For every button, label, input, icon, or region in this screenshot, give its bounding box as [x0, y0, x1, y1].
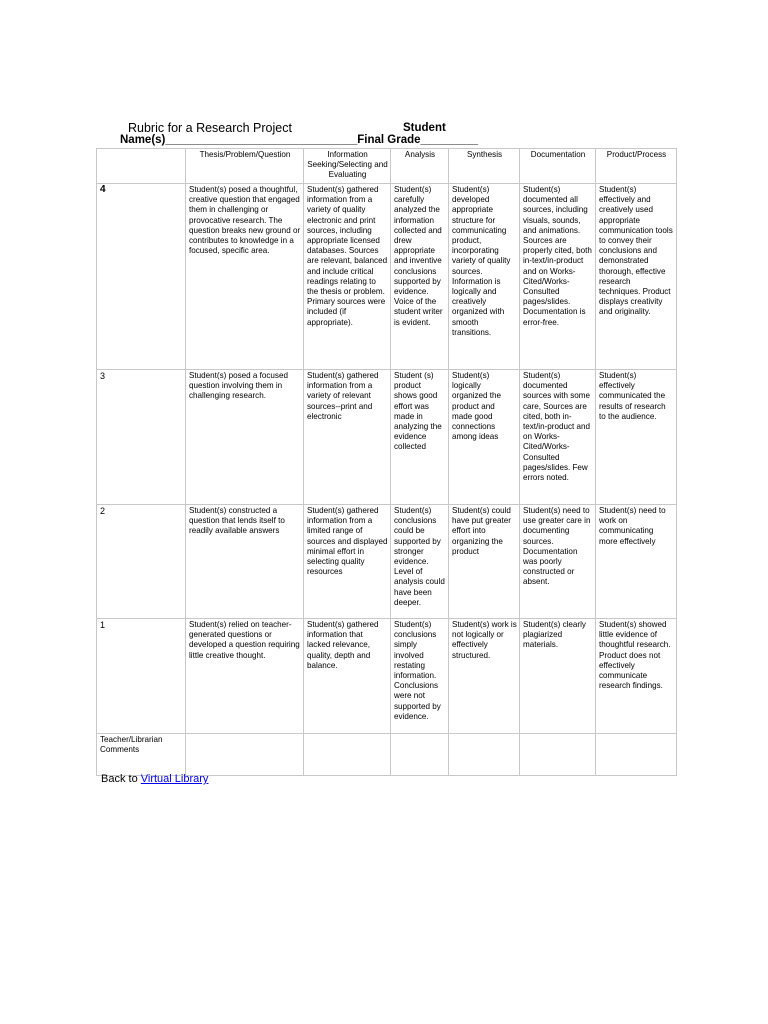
table-cell: Student(s) gathered information that lacked relevance, quality, depth and balance.: [304, 619, 391, 734]
comments-label: Teacher/Librarian Comments: [97, 734, 186, 776]
rubric-table: [96, 148, 677, 776]
table-cell: Student(s) constructed a question that lends itself to readily available answers: [186, 505, 304, 619]
table-row: [97, 505, 677, 619]
comment-cell[interactable]: [186, 734, 304, 776]
comment-cell[interactable]: [391, 734, 449, 776]
table-cell: Student(s) gathered information from a limited range of sources and displayed minimal effort in selecting quality resources: [304, 505, 391, 619]
table-cell: Student(s) gathered information from a variety of quality electronic and print sources, including appropriate licensed databases. Sources are relevant, balanced and include critical readings relating to the thesis or problem. Primary sources were included (if appropriate).: [304, 184, 391, 370]
header-cell-information: Information Seeking/Selecting and Evaluating: [304, 149, 391, 184]
header-cell-analysis: Analysis: [391, 149, 449, 184]
table-cell: Student(s) need to use greater care in documenting sources. Documentation was poorly constructed or absent.: [520, 505, 596, 619]
back-prefix: Back to: [101, 773, 141, 785]
table-row: [97, 184, 677, 370]
header-cell-score: [97, 149, 186, 184]
table-cell: Student(s) could have put greater effort into organizing the product: [449, 505, 520, 619]
score-cell: 4: [97, 184, 186, 370]
table-cell: Student(s) effectively communicated the results of research to the audience.: [596, 370, 677, 505]
table-cell: Student(s) posed a thoughtful, creative question that engaged them in challenging or provocative research. The question breaks new ground or contributes to knowledge in a focused, specific area.: [186, 184, 304, 370]
table-cell: Student(s) developed appropriate structure for communicating product, incorporating variety of quality sources. Information is logically and creatively organized with smooth transitions.: [449, 184, 520, 370]
back-navigation: [101, 773, 208, 785]
comment-cell[interactable]: [304, 734, 391, 776]
table-cell: Student(s) need to work on communicating more effectively: [596, 505, 677, 619]
virtual-library-link[interactable]: Virtual Library: [140, 773, 209, 785]
table-cell: Student(s) logically organized the product and made good connections among ideas: [449, 370, 520, 505]
score-cell: 3: [97, 370, 186, 505]
header-cell-thesis: Thesis/Problem/Question: [186, 149, 304, 184]
comment-cell[interactable]: [596, 734, 677, 776]
table-cell: Student(s) documented all sources, including visuals, sounds, and animations. Sources are properly cited, both in-text/in-product and on Works-Cited/Works-Consulted pages/slides. Documentation is error-free.: [520, 184, 596, 370]
score-cell: 2: [97, 505, 186, 619]
comment-cell[interactable]: [520, 734, 596, 776]
table-cell: Student(s) clearly plagiarized materials.: [520, 619, 596, 734]
name-grade-line: Name(s)______________________________Final Grade_________: [120, 134, 479, 146]
header-row: [97, 149, 677, 184]
table-cell: Student(s) documented sources with some care, Sources are cited, both in-text/in-product and on Works-Cited/Works-Consulted pages/slides. Few errors noted.: [520, 370, 596, 505]
header-cell-documentation: Documentation: [520, 149, 596, 184]
student-label: Student: [403, 122, 446, 134]
page-title: Rubric for a Research Project: [128, 121, 292, 135]
table-cell: Student(s) posed a focused question involving them in challenging research.: [186, 370, 304, 505]
header-cell-product: Product/Process: [596, 149, 677, 184]
table-row: [97, 370, 677, 505]
table-cell: Student(s) work is not logically or effectively structured.: [449, 619, 520, 734]
table-cell: Student(s) showed little evidence of thoughtful research. Product does not effectively communicate research findings.: [596, 619, 677, 734]
table-row: [97, 619, 677, 734]
comments-row: [97, 734, 677, 776]
table-cell: Student(s) relied on teacher-generated questions or developed a question requiring little creative thought.: [186, 619, 304, 734]
table-cell: Student(s) carefully analyzed the information collected and drew appropriate and inventive conclusions supported by evidence. Voice of the student writer is evident.: [391, 184, 449, 370]
header-cell-synthesis: Synthesis: [449, 149, 520, 184]
comment-cell[interactable]: [449, 734, 520, 776]
table-cell: Student(s) effectively and creatively used appropriate communication tools to convey their conclusions and demonstrated thorough, effective research techniques. Product displays creativity and originality.: [596, 184, 677, 370]
score-cell: 1: [97, 619, 186, 734]
table-cell: Student(s) conclusions could be supported by stronger evidence. Level of analysis could have been deeper.: [391, 505, 449, 619]
table-cell: Student(s) conclusions simply involved restating information. Conclusions were not supported by evidence.: [391, 619, 449, 734]
table-cell: Student(s) gathered information from a variety of relevant sources--print and electronic: [304, 370, 391, 505]
table-cell: Student (s) product shows good effort was made in analyzing the evidence collected: [391, 370, 449, 505]
